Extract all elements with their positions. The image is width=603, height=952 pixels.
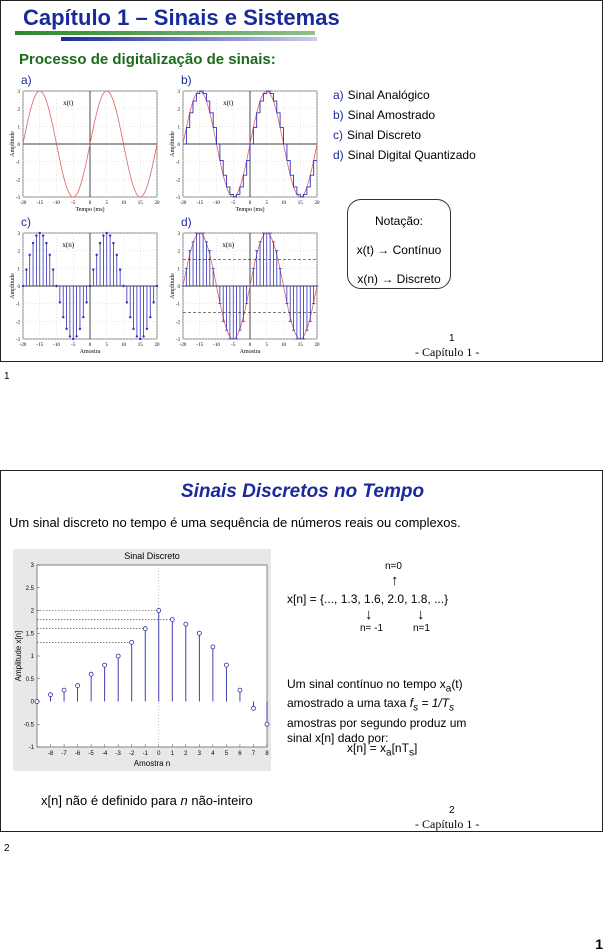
x-tick-label: -1 xyxy=(142,751,148,757)
x-tick-label: -20 xyxy=(179,343,187,348)
y-tick-label: 2 xyxy=(177,249,180,255)
slide-2-footnote: x[n] não é definido para n não-inteiro xyxy=(41,793,253,808)
x-tick-label: -3 xyxy=(115,751,121,757)
sample-point xyxy=(49,254,51,256)
x-tick-label: -15 xyxy=(36,343,44,348)
legend-item-b: b) Sinal Amostrado xyxy=(333,108,436,122)
y-tick-label: -2 xyxy=(175,178,180,184)
chart-title: Sinal Discreto xyxy=(124,551,180,561)
sample-point xyxy=(29,254,31,256)
sample-point xyxy=(89,285,91,287)
sample-point xyxy=(55,285,57,287)
panel-xlabel: Amostra xyxy=(239,349,261,355)
stem-marker xyxy=(184,622,188,626)
y-tick-label: -3 xyxy=(175,338,180,343)
x-tick-label: 15 xyxy=(297,201,303,206)
panel-xlabel: Tempo (ms) xyxy=(235,207,265,213)
x-tick-label: 5 xyxy=(105,343,108,348)
y-tick-label: 2 xyxy=(17,249,20,255)
x-tick-label: 4 xyxy=(211,751,215,757)
slide-1 xyxy=(0,0,603,362)
y-tick-label: 3 xyxy=(177,232,180,237)
y-tick-label: 3 xyxy=(30,563,34,569)
y-tick-label: 1 xyxy=(177,267,180,273)
x-tick-label: -8 xyxy=(47,751,54,757)
y-tick-label: -2 xyxy=(15,320,20,326)
stem-marker xyxy=(224,663,228,667)
x-tick-label: -10 xyxy=(53,343,60,348)
y-tick-label: 3 xyxy=(177,90,180,95)
x-tick-label: 0 xyxy=(88,343,92,348)
x-tick-label: 15 xyxy=(137,201,143,206)
panel-xlabel: Tempo (ms) xyxy=(75,207,105,213)
panel-c-chart xyxy=(9,229,161,355)
stem-chart-svg xyxy=(13,549,271,771)
panel-signal-label: x(n) xyxy=(222,241,235,249)
sample-point xyxy=(136,335,138,337)
x-tick-label: 5 xyxy=(105,201,108,206)
y-tick-label: -2 xyxy=(15,178,20,184)
panel-c-letter: c) xyxy=(21,215,31,229)
sample-point xyxy=(139,338,141,340)
x-tick-label: -10 xyxy=(213,343,220,348)
sample-point xyxy=(79,328,81,330)
panel-xlabel: Amostra xyxy=(79,349,101,355)
sample-point xyxy=(112,242,114,244)
stem-marker xyxy=(238,688,242,692)
y-tick-label: 2 xyxy=(30,608,34,615)
y-tick-label: 2.5 xyxy=(25,585,34,592)
x-tick-label: 5 xyxy=(265,343,268,348)
sample-point xyxy=(62,316,64,318)
sample-point xyxy=(102,234,104,236)
panel-signal-label: x(t) xyxy=(63,99,74,107)
y-tick-label: 1 xyxy=(17,125,20,131)
x-tick-label: -7 xyxy=(61,751,67,757)
x-tick-label: 20 xyxy=(314,201,320,206)
notation-line-1: x(t) → Contínuo xyxy=(356,243,442,257)
y-tick-label: 0 xyxy=(17,143,20,148)
x-tick-label: 2 xyxy=(184,751,188,757)
x-tick-label: -15 xyxy=(196,201,204,206)
y-tick-label: 0 xyxy=(30,699,34,706)
x-tick-label: -5 xyxy=(71,201,76,206)
x-tick-label: 20 xyxy=(154,201,160,206)
sample-point xyxy=(146,328,148,330)
sampling-paragraph: Um sinal contínuo no tempo $x_a(t)$ amostrado a uma taxa $f_s = 1/T_s$ amostras por segundo produz um sinal x[n] dado por: xyxy=(287,677,467,745)
sample-point xyxy=(72,338,74,340)
x-tick-label: -10 xyxy=(213,201,220,206)
slide-1-number: 1 xyxy=(449,333,455,344)
stem-marker xyxy=(265,722,269,726)
panel-a-letter: a) xyxy=(21,73,32,87)
stem-marker xyxy=(251,706,255,710)
y-tick-label: -3 xyxy=(15,338,20,343)
x-tick-label: 15 xyxy=(297,343,303,348)
y-tick-label: 1.5 xyxy=(25,631,34,638)
sample-point xyxy=(85,301,87,303)
label-n-minus-1: n= -1 xyxy=(360,623,384,634)
x-tick-label: -10 xyxy=(53,201,60,206)
sample-point xyxy=(126,301,128,303)
slide-1-below-number: 1 xyxy=(4,371,10,382)
sample-point xyxy=(32,242,34,244)
panel-signal-label: x(t) xyxy=(223,99,234,107)
slide-2-number: 2 xyxy=(449,805,455,816)
x-tick-label: 10 xyxy=(121,201,126,206)
sample-point xyxy=(116,254,118,256)
x-tick-label: 3 xyxy=(197,751,202,757)
panel-b-chart xyxy=(169,87,321,213)
sample-point xyxy=(119,268,121,270)
plot-area xyxy=(37,565,267,747)
sequence-text: x[n] = {..., 1.3, 1.6, 2.0, 1.8, ...} xyxy=(287,592,449,606)
y-tick-label: 2 xyxy=(17,107,20,113)
sample-point xyxy=(25,268,27,270)
stem-marker xyxy=(170,618,174,622)
sample-point xyxy=(152,301,154,303)
x-tick-label: 10 xyxy=(281,201,286,206)
x-tick-label: 1 xyxy=(170,751,174,757)
stem-marker xyxy=(103,663,107,667)
y-tick-label: -1 xyxy=(15,302,20,308)
y-tick-label: 3 xyxy=(17,90,20,95)
x-tick-label: 5 xyxy=(224,751,229,757)
x-tick-label: 20 xyxy=(314,343,320,348)
x-tick-label: 0 xyxy=(88,201,92,206)
sample-point xyxy=(45,242,47,244)
sample-point xyxy=(156,285,158,287)
slide-1-title: Capítulo 1 – Sinais e Sistemas xyxy=(23,5,340,30)
stem-marker xyxy=(35,700,39,704)
panel-ylabel: Amplitude xyxy=(10,131,16,157)
slide-1-subtitle: Processo de digitalização de sinais: xyxy=(19,51,276,68)
y-tick-label: 1 xyxy=(17,267,20,273)
x-tick-label: 0 xyxy=(157,751,161,757)
y-tick-label: 0 xyxy=(177,285,180,290)
x-tick-label: 0 xyxy=(248,201,252,206)
x-tick-label: -15 xyxy=(36,201,44,206)
chart-xlabel: Amostra n xyxy=(133,759,171,768)
sample-point xyxy=(69,335,71,337)
sample-point xyxy=(42,234,44,236)
arrow-up-icon: ↑ xyxy=(391,572,399,589)
sample-point xyxy=(132,328,134,330)
y-tick-label: 1 xyxy=(177,125,180,131)
x-tick-label: -5 xyxy=(71,343,76,348)
slide-2 xyxy=(0,470,603,832)
panel-signal-label: x(n) xyxy=(62,241,75,249)
x-tick-label: -20 xyxy=(179,201,187,206)
x-tick-label: -5 xyxy=(231,201,236,206)
chart-ylabel: Amplitude x[n] xyxy=(14,630,23,682)
x-tick-label: 6 xyxy=(238,751,242,757)
sample-point xyxy=(142,335,144,337)
x-tick-label: 7 xyxy=(251,751,256,757)
panel-d-letter: d) xyxy=(181,215,192,229)
stem-marker xyxy=(116,654,120,658)
y-tick-label: 3 xyxy=(17,232,20,237)
x-tick-label: -2 xyxy=(129,751,135,757)
x-tick-label: -20 xyxy=(19,201,27,206)
panel-ylabel: Amplitude xyxy=(170,273,176,299)
sample-point xyxy=(52,268,54,270)
x-tick-label: -20 xyxy=(19,343,27,348)
sample-point xyxy=(129,316,131,318)
sample-point xyxy=(82,316,84,318)
y-tick-label: -1 xyxy=(28,745,34,751)
y-tick-label: 0.5 xyxy=(25,676,34,683)
x-tick-label: 20 xyxy=(154,343,160,348)
sample-point xyxy=(96,254,98,256)
sample-point xyxy=(92,268,94,270)
sample-point xyxy=(109,234,111,236)
stem-marker xyxy=(89,672,93,676)
legend-item-d: d) Sinal Digital Quantizado xyxy=(333,148,476,162)
sample-point xyxy=(65,328,67,330)
arrow-down-icon: ↓ xyxy=(417,606,425,623)
slide-2-intro: Um sinal discreto no tempo é uma sequência de números reais ou complexos. xyxy=(9,515,461,530)
stem-marker xyxy=(197,631,201,635)
y-tick-label: -1 xyxy=(175,302,180,308)
stem-marker xyxy=(143,627,147,631)
x-tick-label: 8 xyxy=(265,751,269,757)
stem-chart xyxy=(13,549,271,771)
y-tick-label: 2 xyxy=(177,107,180,113)
sample-point xyxy=(122,285,124,287)
x-tick-label: -4 xyxy=(101,751,108,757)
y-tick-label: 0 xyxy=(177,143,180,148)
x-tick-label: -5 xyxy=(231,343,236,348)
title-underline-blue xyxy=(61,37,317,41)
stem-marker xyxy=(211,645,215,649)
title-underline-green xyxy=(15,31,315,35)
sample-point xyxy=(99,242,101,244)
sample-point xyxy=(149,316,151,318)
notation-title: Notação: xyxy=(374,214,424,228)
panel-ylabel: Amplitude xyxy=(10,273,16,299)
sampling-formula: $x[n] = x_a[nT_s]$ xyxy=(347,741,418,759)
sample-point xyxy=(35,234,37,236)
sample-point xyxy=(59,301,61,303)
stem-marker xyxy=(62,688,66,692)
page-number: 1 xyxy=(595,936,603,952)
y-tick-label: -1 xyxy=(15,160,20,166)
x-tick-label: -6 xyxy=(74,751,81,757)
panel-b-letter: b) xyxy=(181,73,192,87)
sample-point xyxy=(22,285,24,287)
panel-d-chart xyxy=(169,229,321,355)
slide-2-chapter-label: - Capítulo 1 - xyxy=(415,817,480,831)
y-tick-label: 0 xyxy=(17,285,20,290)
x-tick-label: -5 xyxy=(88,751,94,757)
y-tick-label: 1 xyxy=(30,654,34,660)
y-tick-label: -3 xyxy=(175,196,180,201)
stem-marker xyxy=(49,693,53,697)
legend-item-c: c) Sinal Discreto xyxy=(333,128,422,142)
legend-item-a: a) Sinal Analógico xyxy=(333,88,430,102)
panel-ylabel: Amplitude xyxy=(170,131,176,157)
x-tick-label: 5 xyxy=(265,201,268,206)
y-tick-label: -2 xyxy=(175,320,180,326)
notation-line-2: x(n) → Discreto xyxy=(357,272,441,286)
y-tick-label: -3 xyxy=(15,196,20,201)
sample-point xyxy=(75,335,77,337)
x-tick-label: 0 xyxy=(248,343,252,348)
slide-1-chapter-label: - Capítulo 1 - xyxy=(415,345,480,359)
stem-marker xyxy=(157,609,161,613)
x-tick-label: 10 xyxy=(121,343,126,348)
y-tick-label: -0.5 xyxy=(23,722,34,729)
label-n-plus-1: n=1 xyxy=(413,623,430,634)
sample-point xyxy=(39,232,41,234)
stem-marker xyxy=(76,684,80,688)
notation-box xyxy=(347,199,451,289)
sample-point xyxy=(106,232,108,234)
panel-a-chart xyxy=(9,87,161,213)
slide-2-title: Sinais Discretos no Tempo xyxy=(180,481,425,502)
x-tick-label: 10 xyxy=(281,343,286,348)
x-tick-label: -15 xyxy=(196,343,204,348)
panel-legend xyxy=(333,85,476,165)
x-tick-label: 15 xyxy=(137,343,143,348)
slide-2-below-number: 2 xyxy=(4,843,10,854)
label-n0: n=0 xyxy=(385,561,402,572)
stem-marker xyxy=(130,640,134,644)
arrow-down-icon: ↓ xyxy=(365,606,373,623)
y-tick-label: -1 xyxy=(175,160,180,166)
